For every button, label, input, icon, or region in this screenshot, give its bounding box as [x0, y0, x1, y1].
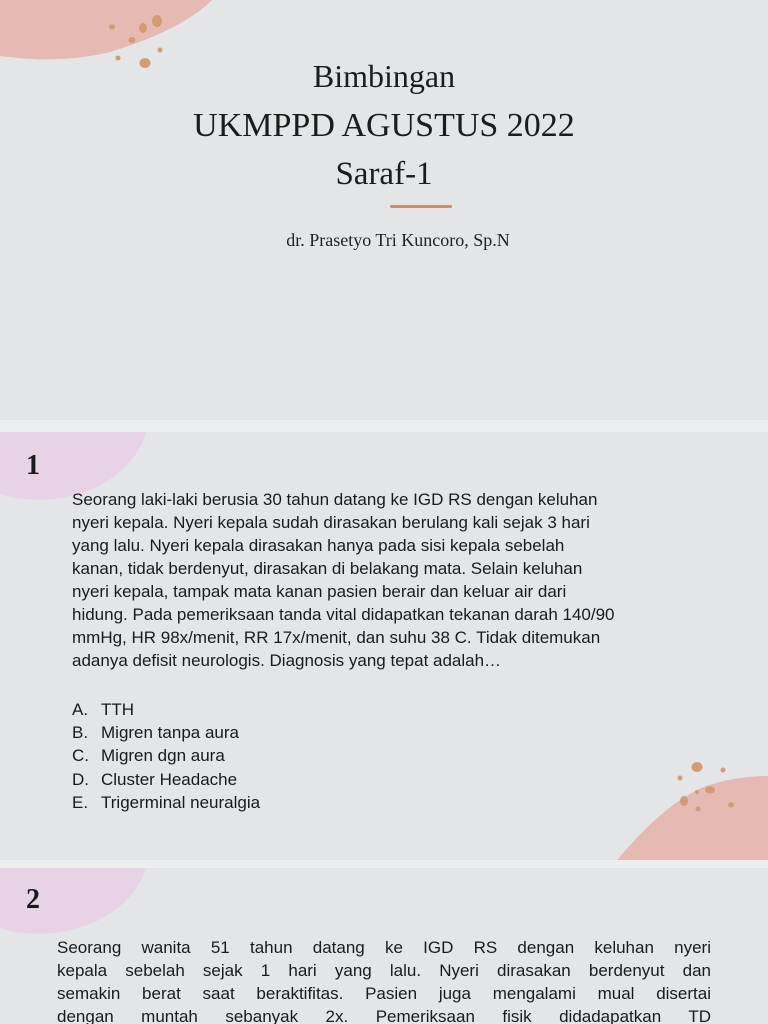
- option-letter: C.: [72, 746, 89, 766]
- question-text-line: nyeri kepala. Nyeri kepala sudah dirasakan berulang kali sejak 3 hari: [72, 513, 590, 532]
- answer-option: [72, 698, 260, 721]
- title-line-1: Bimbingan: [312, 58, 456, 94]
- answer-options: [72, 698, 260, 814]
- option-text: Migren tanpa aura: [101, 723, 239, 743]
- option-text: Migren dgn aura: [101, 746, 225, 766]
- author-name: dr. Prasetyo Tri Kuncoro, Sp.N: [286, 230, 510, 250]
- question-number: 2: [26, 884, 40, 915]
- option-letter: D.: [72, 769, 89, 789]
- option-text: TTH: [101, 700, 135, 719]
- answer-option: [72, 721, 260, 744]
- slide-gap: [0, 420, 768, 432]
- option-letter: B.: [72, 723, 89, 743]
- answer-option: [72, 744, 260, 767]
- question-text-line: nyeri kepala, tampak mata kanan pasien berair dan keluar air dari: [72, 582, 567, 601]
- question-text-line: dengan muntah sebanyak 2x. Pemeriksaan fisik didadapatkan TD: [57, 1007, 711, 1024]
- question-1-slide: [0, 432, 768, 860]
- question-text-line: Seorang wanita 51 tahun datang ke IGD RS dengan keluhan nyeri: [57, 938, 711, 957]
- title-line-2: UKMPPD AGUSTUS 2022: [193, 107, 575, 144]
- option-text: Cluster Headache: [101, 769, 238, 789]
- answer-option: [72, 768, 260, 791]
- question-2-slide: [0, 868, 768, 1024]
- question-text-line: kanan, tidak berdenyut, dirasakan di belakang mata. Selain keluhan: [72, 559, 583, 578]
- question-number: 1: [26, 450, 40, 481]
- question-text-line: hidung. Pada pemeriksaan tanda vital didapatkan tekanan darah 140/90: [72, 605, 615, 624]
- option-letter: A.: [72, 700, 89, 719]
- question-text-line: semakin berat saat beraktifitas. Pasien juga mengalami mual disertai: [57, 984, 711, 1003]
- question-text-line: kepala sebelah sejak 1 hari yang lalu. Nyeri dirasakan berdenyut dan: [57, 961, 711, 980]
- slide-gap: [0, 860, 768, 868]
- question-text-line: Seorang laki-laki berusia 30 tahun datang ke IGD RS dengan keluhan: [72, 490, 598, 509]
- question-text: [72, 488, 692, 672]
- option-text: Trigerminal neuralgia: [101, 792, 261, 812]
- answer-option: [72, 791, 260, 814]
- title-line-3: Saraf-1: [335, 156, 433, 192]
- title-divider: [390, 205, 452, 208]
- title-slide: [0, 0, 768, 420]
- question-text-line: mmHg, HR 98x/menit, RR 17x/menit, dan suhu 38 C. Tidak ditemukan: [72, 628, 601, 647]
- option-letter: E.: [72, 792, 89, 812]
- question-text-line: yang lalu. Nyeri kepala dirasakan hanya pada sisi kepala sebelah: [72, 536, 565, 555]
- question-text-line: adanya defisit neurologis. Diagnosis yang tepat adalah…: [72, 651, 502, 670]
- question-text: [57, 936, 711, 1024]
